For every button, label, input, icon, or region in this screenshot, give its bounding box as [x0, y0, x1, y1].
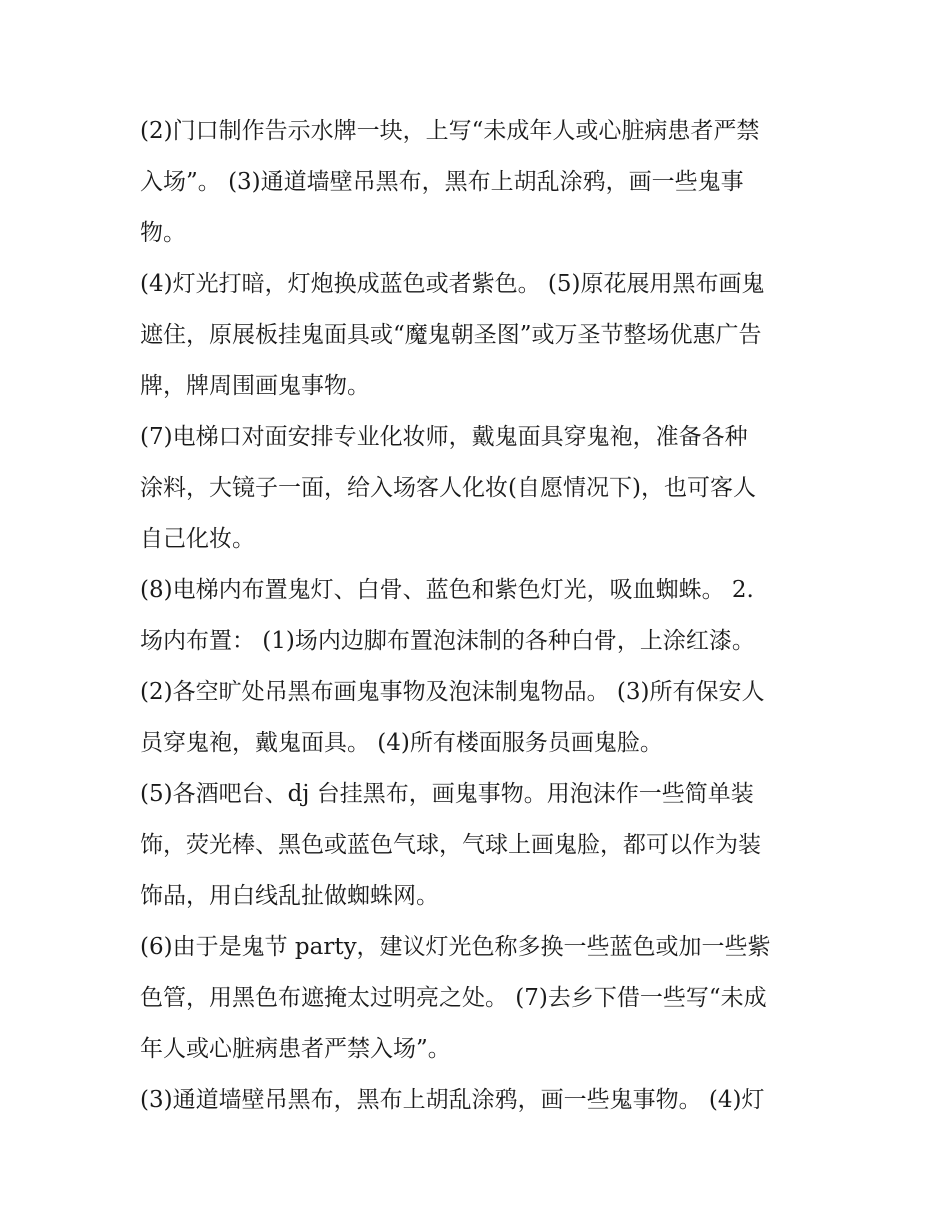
text-line: 遮住，原展板挂鬼面具或“魔鬼朝圣图”或万圣节整场优惠广告	[140, 322, 762, 348]
text-line: (2)门口制作告示水牌一块，上写“未成年人或心脏病患者严禁	[140, 118, 760, 144]
text-line: 自己化妆。	[140, 526, 255, 552]
text-line: 饰品，用白线乱扯做蜘蛛网。	[140, 883, 439, 909]
text-line: (5)各酒吧台、dj 台挂黑布，画鬼事物。用泡沫作一些简单装	[140, 781, 754, 807]
text-line: 员穿鬼袍，戴鬼面具。 (4)所有楼面服务员画鬼脸。	[140, 730, 663, 756]
text-line: (3)通道墙壁吊黑布，黑布上胡乱涂鸦，画一些鬼事物。 (4)灯	[140, 1087, 765, 1113]
text-line: 牌，牌周围画鬼事物。	[140, 373, 370, 399]
text-line: 物。	[140, 220, 186, 246]
text-line: (8)电梯内布置鬼灯、白骨、蓝色和紫色灯光，吸血蜘蛛。 2.	[140, 577, 754, 603]
text-line: (6)由于是鬼节 party，建议灯光色称多换一些蓝色或加一些紫	[140, 934, 771, 960]
text-line: (4)灯光打暗，灯炮换成蓝色或者紫色。 (5)原花展用黑布画鬼	[140, 271, 765, 297]
text-line: 饰，荧光棒、黑色或蓝色气球，气球上画鬼脸，都可以作为装	[140, 832, 761, 858]
text-line: 入场”。 (3)通道墙壁吊黑布，黑布上胡乱涂鸦，画一些鬼事	[140, 169, 744, 195]
text-line: (2)各空旷处吊黑布画鬼事物及泡沫制鬼物品。 (3)所有保安人	[140, 679, 765, 705]
text-line: 涂料，大镜子一面，给入场客人化妆(自愿情况下)，也可客人	[140, 475, 756, 501]
text-line: 场内布置： (1)场内边脚布置泡沫制的各种白骨，上涂红漆。	[140, 628, 755, 654]
text-line: 年人或心脏病患者严禁入场”。	[140, 1036, 451, 1062]
text-line: 色管，用黑色布遮掩太过明亮之处。 (7)去乡下借一些写“未成	[140, 985, 767, 1011]
document-body	[140, 106, 820, 1126]
text-line: (7)电梯口对面安排专业化妆师，戴鬼面具穿鬼袍，准备各种	[140, 424, 748, 450]
